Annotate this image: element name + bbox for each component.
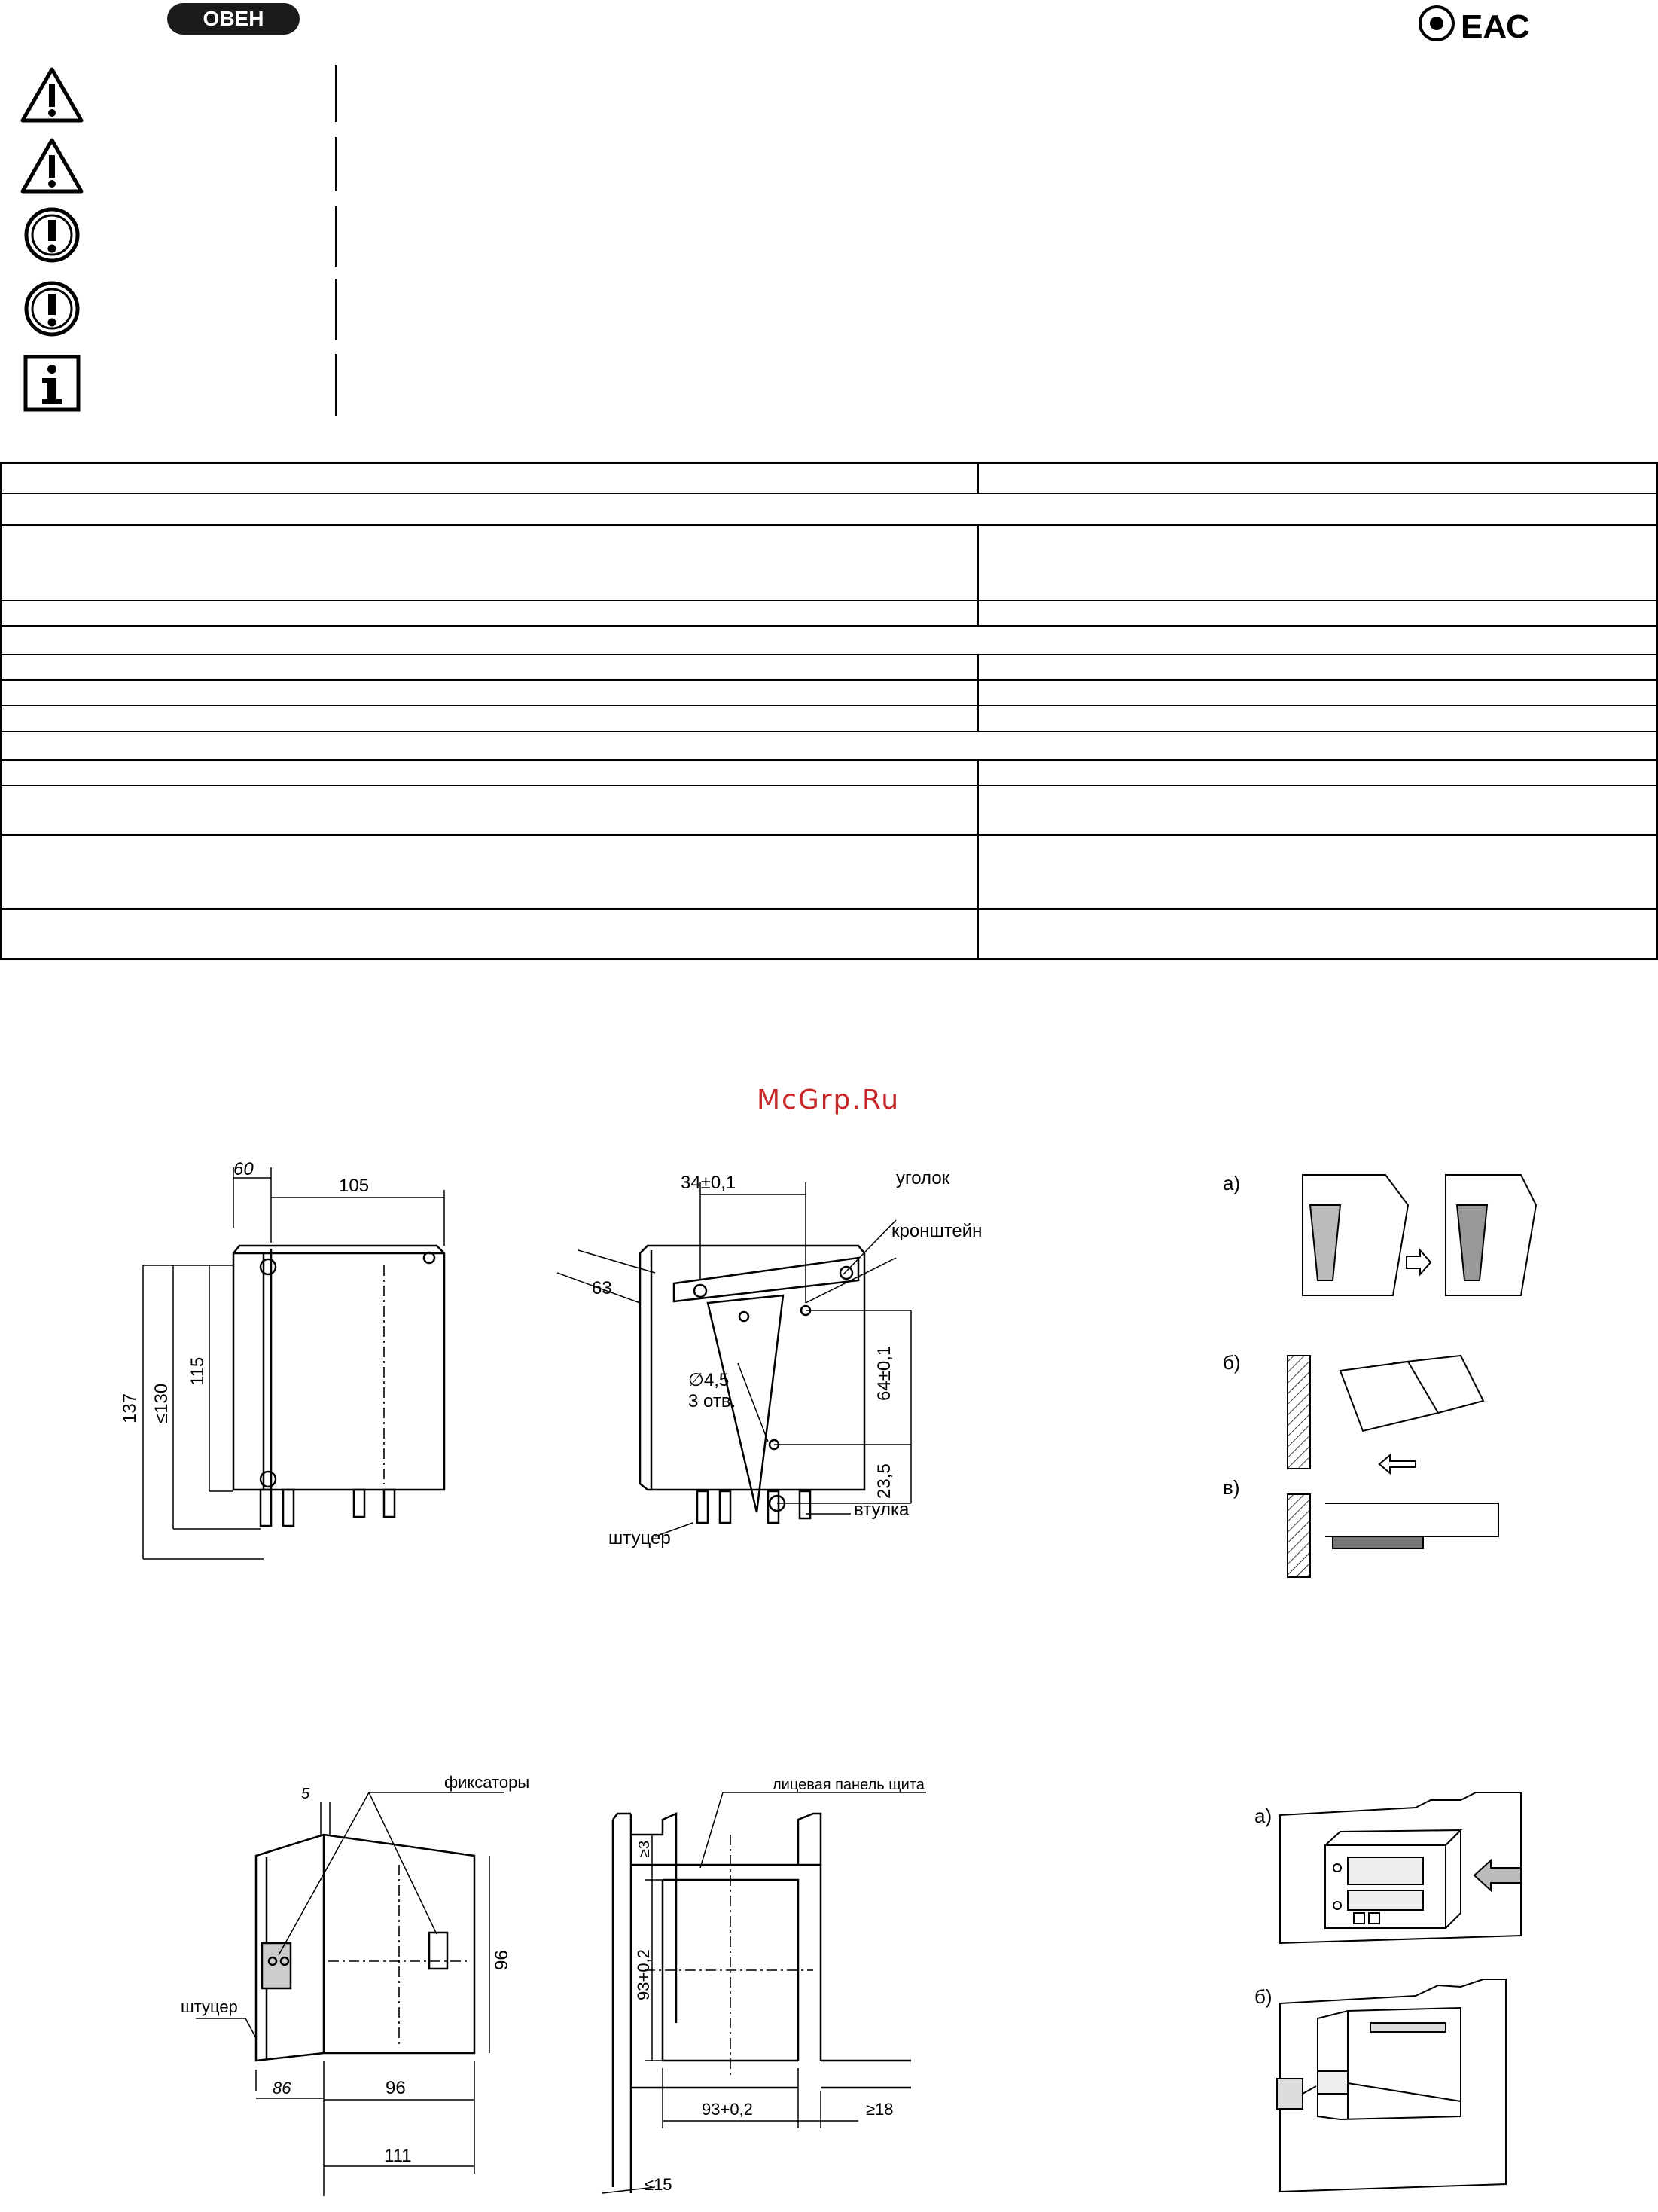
spec-table bbox=[0, 462, 1658, 960]
svg-text:кронштейн: кронштейн bbox=[891, 1221, 983, 1241]
table-row bbox=[1, 654, 1657, 680]
svg-text:б): б) bbox=[1254, 1985, 1272, 2008]
table-row bbox=[1, 760, 1657, 786]
svg-text:86: 86 bbox=[273, 2079, 291, 2098]
divider bbox=[335, 206, 337, 267]
info-box-icon bbox=[20, 354, 84, 414]
svg-text:≥18: ≥18 bbox=[866, 2100, 894, 2119]
svg-text:63: 63 bbox=[592, 1278, 612, 1298]
wall-mount-steps-drawing bbox=[1212, 1160, 1544, 1582]
svg-text:96: 96 bbox=[386, 2078, 406, 2098]
table-row bbox=[1, 786, 1657, 835]
svg-text:111: 111 bbox=[384, 2146, 412, 2166]
svg-text:64±0,1: 64±0,1 bbox=[874, 1345, 895, 1401]
svg-text:втулка: втулка bbox=[854, 1500, 910, 1520]
svg-text:штуцер: штуцер bbox=[608, 1528, 671, 1548]
wall-housing-back-drawing bbox=[542, 1152, 994, 1574]
warning-triangle-icon bbox=[20, 65, 84, 125]
panel-cutout-drawing bbox=[595, 1774, 956, 2204]
svg-text:ОВЕН: ОВЕН bbox=[203, 7, 264, 30]
svg-text:а): а) bbox=[1254, 1805, 1272, 1827]
svg-text:137: 137 bbox=[120, 1393, 140, 1423]
oven-logo bbox=[167, 2, 300, 36]
svg-text:93+0,2: 93+0,2 bbox=[634, 1949, 653, 2000]
svg-text:в): в) bbox=[1223, 1476, 1240, 1499]
panel-housing-drawing bbox=[173, 1774, 557, 2204]
table-row bbox=[1, 909, 1657, 959]
table-row bbox=[1, 706, 1657, 731]
table-section-row bbox=[1, 493, 1657, 525]
svg-text:штуцер: штуцер bbox=[181, 1997, 238, 2016]
panel-mount-steps-drawing bbox=[1235, 1785, 1551, 2192]
svg-text:93+0,2: 93+0,2 bbox=[702, 2100, 753, 2119]
table-row bbox=[1, 600, 1657, 626]
table-row bbox=[1, 525, 1657, 600]
svg-text:5: 5 bbox=[301, 1786, 310, 1802]
table-section-row bbox=[1, 731, 1657, 760]
table-row bbox=[1, 680, 1657, 706]
divider bbox=[335, 137, 337, 191]
svg-text:фиксаторы: фиксаторы bbox=[444, 1773, 530, 1792]
svg-text:≤130: ≤130 bbox=[151, 1383, 172, 1423]
wall-housing-front-drawing bbox=[113, 1152, 497, 1574]
svg-text:96: 96 bbox=[492, 1950, 512, 1970]
svg-text:≥3: ≥3 bbox=[636, 1840, 653, 1857]
table-row bbox=[1, 835, 1657, 909]
svg-text:115: 115 bbox=[187, 1356, 208, 1386]
svg-text:уголок: уголок bbox=[896, 1168, 950, 1188]
exclamation-circle-icon bbox=[20, 205, 84, 265]
svg-text:а): а) bbox=[1223, 1172, 1241, 1194]
svg-text:60: 60 bbox=[233, 1159, 254, 1179]
watermark: McGrp.Ru bbox=[756, 1085, 901, 1115]
divider bbox=[335, 65, 337, 122]
exclamation-circle-icon bbox=[20, 279, 84, 339]
svg-text:лицевая панель щита: лицевая панель щита bbox=[773, 1777, 925, 1793]
svg-text:105: 105 bbox=[339, 1176, 370, 1196]
eac-mark-icon bbox=[1416, 2, 1530, 45]
svg-text:б): б) bbox=[1223, 1351, 1241, 1374]
svg-text:34±0,1: 34±0,1 bbox=[681, 1173, 736, 1193]
warning-triangle-icon bbox=[20, 136, 84, 196]
divider bbox=[335, 354, 337, 416]
svg-text:23,5: 23,5 bbox=[874, 1463, 895, 1499]
table-section-row bbox=[1, 626, 1657, 654]
svg-text:∅4,5: ∅4,5 bbox=[688, 1370, 730, 1390]
svg-text:3 отв.: 3 отв. bbox=[688, 1391, 736, 1411]
svg-text:≤15: ≤15 bbox=[645, 2175, 672, 2194]
table-row bbox=[1, 463, 1657, 493]
divider bbox=[335, 279, 337, 340]
svg-text:ЕАС: ЕАС bbox=[1461, 8, 1530, 45]
